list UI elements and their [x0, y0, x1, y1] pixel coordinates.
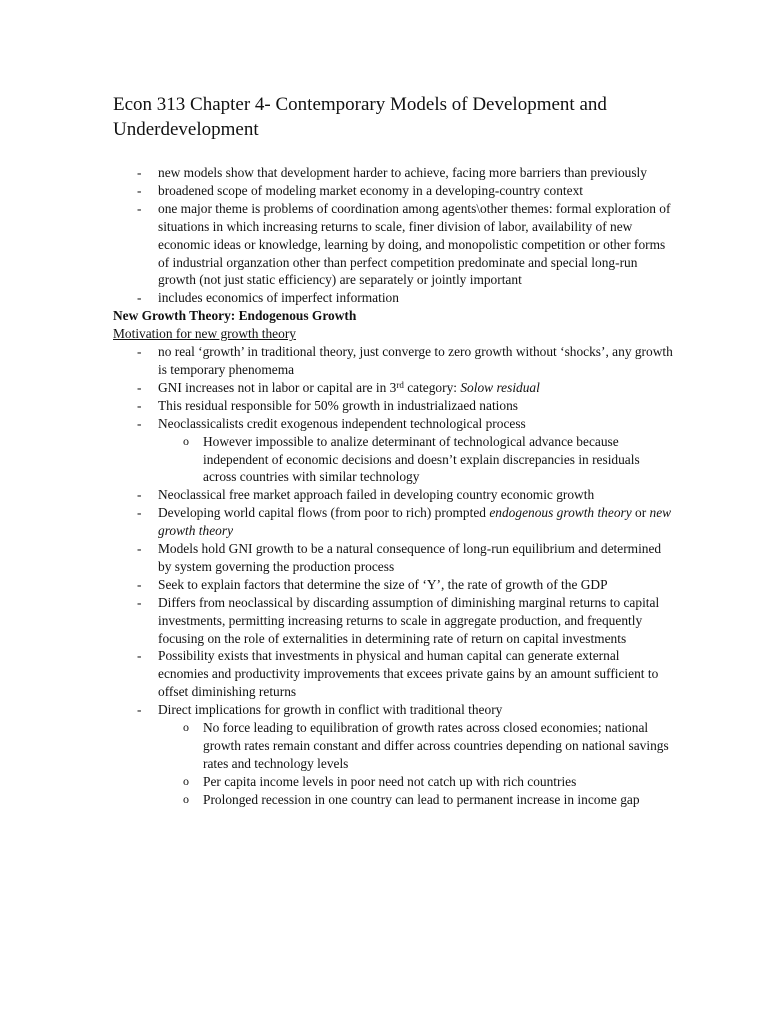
bullet-text: Possibility exists that investments in physical and human capital can generate external ecnomies and productivity improvements that excees private gains by an amount sufficient to offset diminishing returns	[158, 648, 659, 700]
bullet-text-part: category:	[403, 379, 461, 395]
sub-bullet	[113, 719, 673, 773]
dash-bullet-marker: -	[137, 344, 142, 360]
dash-bullet-marker: -	[137, 182, 142, 198]
sub-bullet	[113, 433, 673, 487]
motivation-bullet	[113, 486, 673, 504]
circle-bullet-marker: o	[183, 791, 189, 806]
dash-bullet-marker: -	[137, 702, 142, 718]
dash-bullet-marker: -	[137, 415, 142, 431]
bullet-text: one major theme is problems of coordination among agents\other themes: formal exploration of situations in which increasing returns to scale, finer division of labor, availability of new economic ideas or knowledge, learning by doing, and monopolistic competition or other forms of industrial organzation other than perfect competition predominate and special long-run growth (not just static efficiency) are separately or jointly important	[158, 200, 671, 288]
dash-bullet-marker: -	[137, 648, 142, 664]
dash-bullet-marker: -	[137, 594, 142, 610]
document-body	[113, 164, 673, 809]
document-title: Econ 313 Chapter 4- Contemporary Models of Development and Underdevelopment	[113, 94, 607, 140]
bullet-text: Neoclassicalists credit exogenous independent technological process	[158, 415, 526, 431]
dash-bullet-marker: -	[137, 379, 142, 395]
circle-bullet-marker: o	[183, 773, 189, 788]
intro-bullet	[113, 200, 673, 290]
motivation-bullet	[113, 594, 673, 648]
dash-bullet-marker: -	[137, 541, 142, 557]
italic-term: Solow residual	[460, 379, 540, 395]
bullet-text: Direct implications for growth in conflict with traditional theory	[158, 702, 503, 718]
circle-bullet-marker: o	[183, 720, 189, 735]
intro-bullet	[113, 164, 673, 182]
dash-bullet-marker: -	[137, 200, 142, 216]
sub-bullet-text: No force leading to equilibration of growth rates across closed economies; national growth rates remain constant and differ across countries depending on national savings rates and technology levels	[203, 720, 669, 771]
motivation-bullet	[113, 415, 673, 433]
sub-bullet-text: Per capita income levels in poor need not catch up with rich countries	[203, 773, 577, 789]
motivation-bullet	[113, 504, 673, 540]
bullet-text-part: GNI increases not in labor or capital are in 3	[158, 379, 397, 395]
sub-bullet-text: Prolonged recession in one country can lead to permanent increase in income gap	[203, 791, 640, 807]
motivation-bullet	[113, 343, 673, 379]
bullet-text: Differs from neoclassical by discarding assumption of diminishing marginal returns to capital investments, permitting increasing returns to scale in aggregate production, and frequently focusing on the role of externalities in determining rate of return on capital investments	[158, 594, 660, 646]
subsection-heading: Motivation for new growth theory	[113, 326, 296, 342]
bullet-text: Models hold GNI growth to be a natural consequence of long-run equilibrium and determined by system governing the production process	[158, 541, 662, 574]
dash-bullet-marker: -	[137, 576, 142, 592]
circle-bullet-marker: o	[183, 433, 189, 448]
bullet-text: This residual responsible for 50% growth in industrializaed nations	[158, 397, 518, 413]
bullet-text: Neoclassical free market approach failed in developing country economic growth	[158, 487, 595, 503]
superscript-text: rd	[396, 379, 404, 390]
motivation-bullet	[113, 576, 673, 594]
italic-term: endogenous growth theory	[489, 505, 632, 521]
dash-bullet-marker: -	[137, 505, 142, 521]
sub-bullet	[113, 791, 673, 809]
motivation-bullet	[113, 540, 673, 576]
bullet-text: Seek to explain factors that determine the size of ‘Y’, the rate of growth of the GDP	[158, 576, 608, 592]
bullet-text-part: Developing world capital flows (from poor to rich) prompted	[158, 505, 490, 521]
dash-bullet-marker: -	[137, 487, 142, 503]
motivation-bullet	[113, 397, 673, 415]
motivation-bullet	[113, 647, 673, 701]
sub-bullet-text: However impossible to analize determinant of technological advance because independent of economic decisions and doesn’t explain discrepancies in residuals across countries with similar technology	[203, 433, 640, 485]
bullet-text: includes economics of imperfect information	[158, 290, 399, 306]
intro-bullet	[113, 182, 673, 200]
bullet-text: no real ‘growth’ in traditional theory, just converge to zero growth without ‘shocks’, any growth is temporary phenomema	[158, 344, 673, 377]
motivation-bullet	[113, 379, 673, 397]
sub-bullet	[113, 773, 673, 791]
bullet-text: new models show that development harder to achieve, facing more barriers than previously	[158, 165, 647, 180]
dash-bullet-marker: -	[137, 397, 142, 413]
motivation-bullet	[113, 701, 673, 719]
bullet-text: broadened scope of modeling market economy in a developing-country context	[158, 182, 584, 198]
italic-term: new growth theory	[158, 505, 672, 539]
section-heading: New Growth Theory: Endogenous Growth	[113, 308, 357, 324]
intro-bullet	[113, 289, 673, 307]
dash-bullet-marker: -	[137, 165, 142, 180]
dash-bullet-marker: -	[137, 290, 142, 306]
bullet-text-part: or	[631, 505, 650, 521]
